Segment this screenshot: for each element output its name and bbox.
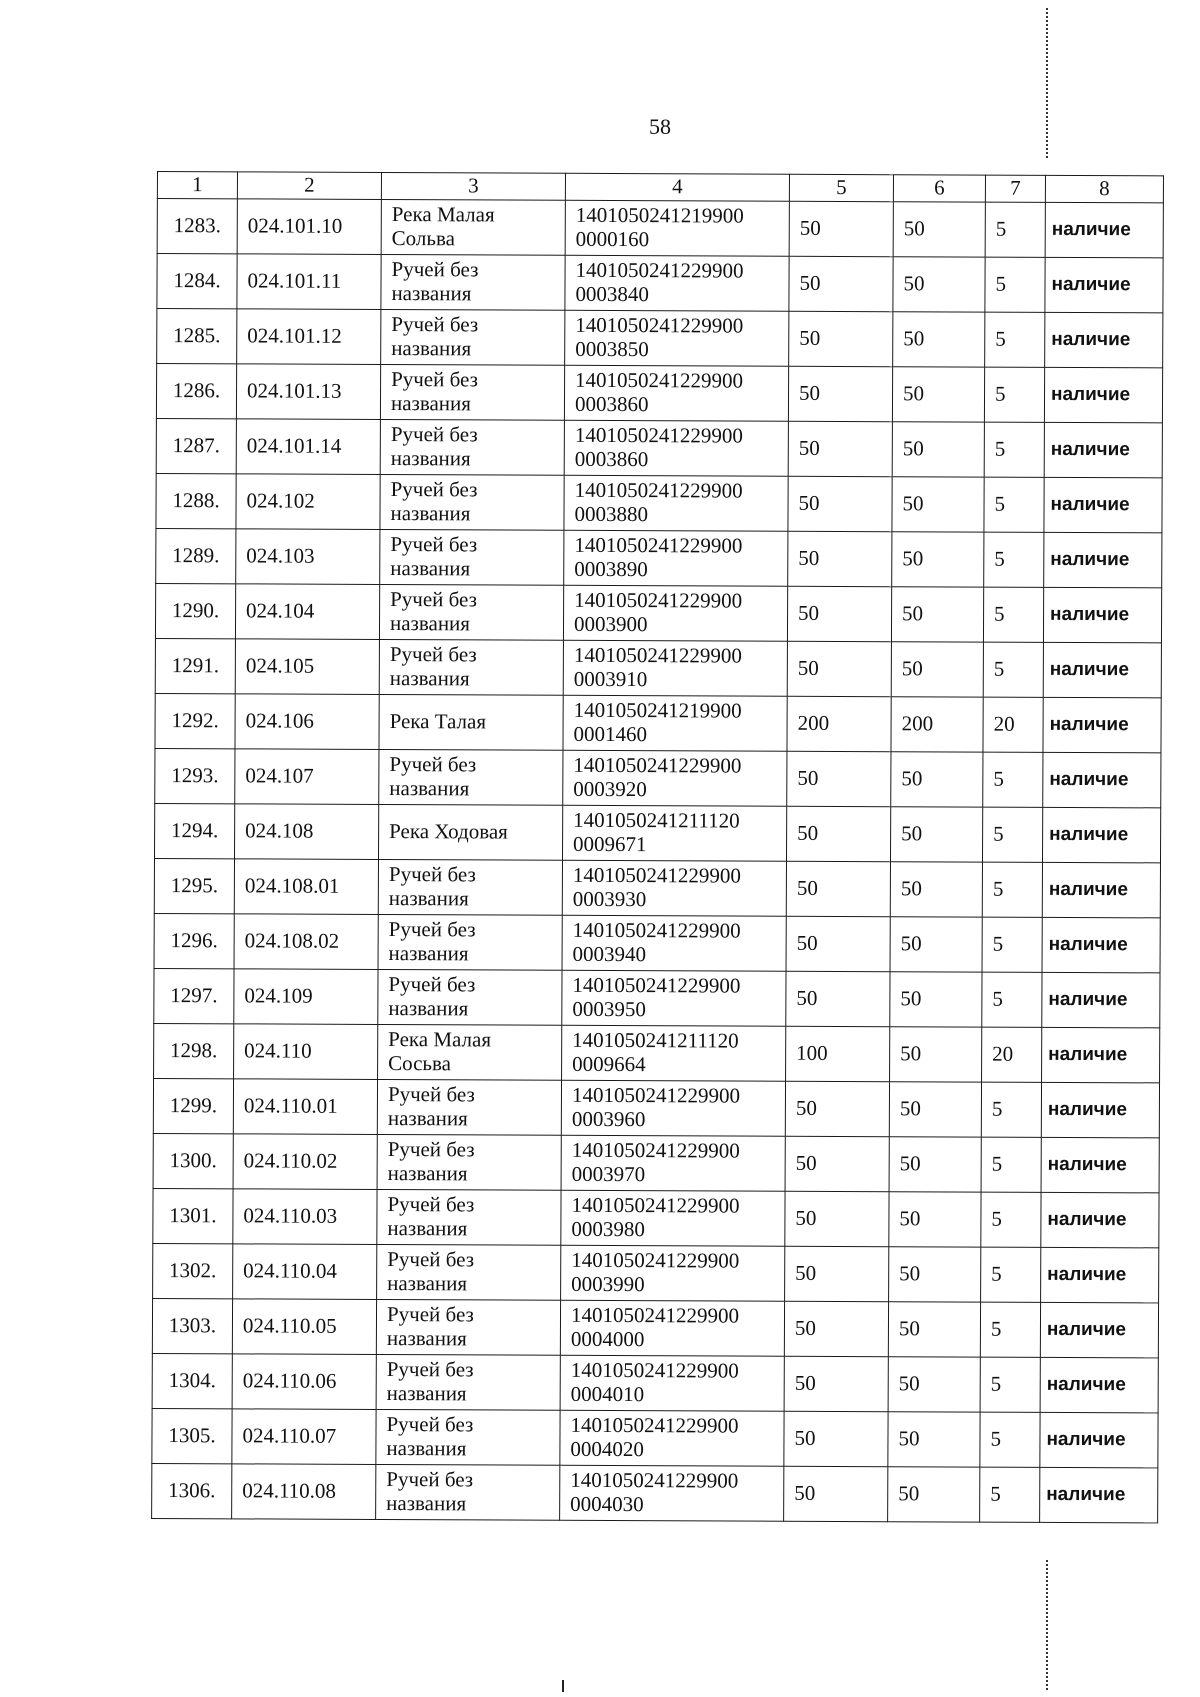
code-cell: 024.101.10	[237, 199, 381, 255]
column-7-cell: 5	[984, 367, 1044, 422]
column-7-cell: 5	[985, 257, 1045, 312]
column-6-cell: 50	[888, 1357, 980, 1412]
table-row	[153, 1188, 1159, 1247]
column-5-cell: 50	[788, 531, 892, 586]
name-cell: Ручей без названия	[379, 639, 563, 695]
row-number-cell: 1288.	[156, 473, 236, 528]
table-row	[156, 528, 1162, 587]
status-cell: наличие	[1040, 1357, 1158, 1413]
status-cell: наличие	[1042, 1027, 1160, 1083]
code-cell: 024.101.14	[236, 419, 380, 475]
column-5-cell: 50	[785, 1191, 889, 1246]
registry-id-cell: 1401050241229900 0003930	[562, 860, 786, 916]
column-6-cell: 50	[893, 202, 985, 257]
column-header: 6	[893, 175, 985, 202]
status-cell: наличие	[1044, 422, 1162, 478]
code-cell: 024.110.05	[232, 1299, 376, 1355]
column-6-cell: 50	[888, 1412, 980, 1467]
column-6-cell: 50	[892, 532, 984, 587]
column-7-cell: 5	[982, 862, 1042, 917]
name-cell: Ручей без названия	[376, 1299, 560, 1355]
name-cell: Ручей без названия	[380, 474, 564, 530]
registry-id-cell: 1401050241229900 0003860	[564, 365, 788, 421]
column-7-cell: 5	[980, 1357, 1040, 1412]
code-cell: 024.110.04	[233, 1244, 377, 1300]
name-cell: Ручей без названия	[376, 1354, 560, 1410]
table-body	[152, 199, 1164, 1523]
column-6-cell: 50	[891, 752, 983, 807]
column-7-cell: 5	[983, 752, 1043, 807]
scan-edge-mark	[1046, 8, 1051, 158]
column-5-cell: 50	[786, 916, 890, 971]
column-6-cell: 50	[889, 1247, 981, 1302]
code-cell: 024.103	[236, 529, 380, 585]
row-number-cell: 1302.	[153, 1243, 233, 1298]
column-5-cell: 50	[787, 586, 891, 641]
column-5-cell: 50	[784, 1411, 888, 1466]
column-7-cell: 5	[981, 1192, 1041, 1247]
table-row	[155, 748, 1161, 807]
registry-id-cell: 1401050241211120 0009664	[562, 1025, 786, 1081]
column-7-cell: 20	[982, 1027, 1042, 1082]
row-number-cell: 1295.	[154, 858, 234, 913]
column-5-cell: 50	[785, 1136, 889, 1191]
code-cell: 024.110.07	[232, 1409, 376, 1465]
column-5-cell: 200	[787, 696, 891, 751]
water-objects-table	[151, 171, 1164, 1523]
column-6-cell: 50	[889, 1082, 981, 1137]
column-5-cell: 50	[789, 201, 893, 256]
name-cell: Ручей без названия	[378, 969, 562, 1025]
status-cell: наличие	[1045, 202, 1163, 258]
code-cell: 024.110.03	[233, 1189, 377, 1245]
table-row	[156, 418, 1162, 477]
status-cell: наличие	[1040, 1412, 1158, 1468]
scan-edge-mark	[1046, 1560, 1051, 1690]
registry-id-cell: 1401050241229900 0003950	[562, 970, 786, 1026]
column-6-cell: 50	[888, 1302, 980, 1357]
table-row	[155, 693, 1161, 752]
column-6-cell: 50	[890, 862, 982, 917]
column-6-cell: 50	[893, 312, 985, 367]
table-row	[157, 254, 1163, 313]
status-cell: наличие	[1041, 1082, 1159, 1138]
column-7-cell: 5	[984, 422, 1044, 477]
name-cell: Ручей без названия	[376, 1464, 560, 1520]
status-cell: наличие	[1042, 807, 1160, 863]
column-header: 4	[565, 173, 789, 201]
column-5-cell: 50	[786, 806, 890, 861]
status-cell: наличие	[1043, 587, 1161, 643]
status-cell: наличие	[1045, 312, 1163, 368]
name-cell: Ручей без названия	[380, 419, 564, 475]
registry-id-cell: 1401050241229900 0003880	[564, 475, 788, 531]
row-number-cell: 1294.	[155, 803, 235, 858]
code-cell: 024.110.02	[233, 1134, 377, 1190]
status-cell: наличие	[1042, 972, 1160, 1028]
name-cell: Ручей без названия	[381, 254, 565, 310]
code-cell: 024.107	[235, 749, 379, 805]
column-6-cell: 50	[892, 477, 984, 532]
table-row	[154, 968, 1160, 1027]
registry-id-cell: 1401050241229900 0003850	[565, 310, 789, 366]
row-number-cell: 1293.	[155, 748, 235, 803]
column-7-cell: 5	[984, 532, 1044, 587]
row-number-cell: 1296.	[154, 913, 234, 968]
status-cell: наличие	[1043, 642, 1161, 698]
table-row	[157, 199, 1163, 258]
status-cell: наличие	[1044, 532, 1162, 588]
column-7-cell: 5	[983, 642, 1043, 697]
status-cell: наличие	[1043, 697, 1161, 753]
row-number-cell: 1300.	[153, 1133, 233, 1188]
status-cell: наличие	[1045, 257, 1163, 313]
table-row	[153, 1133, 1159, 1192]
column-6-cell: 50	[890, 807, 982, 862]
column-7-cell: 5	[980, 1302, 1040, 1357]
row-number-cell: 1297.	[154, 968, 234, 1023]
name-cell: Ручей без названия	[377, 1079, 561, 1135]
row-number-cell: 1306.	[152, 1463, 232, 1518]
name-cell: Ручей без названия	[381, 309, 565, 365]
table-row	[152, 1353, 1158, 1412]
column-5-cell: 50	[787, 751, 891, 806]
table-row	[154, 1023, 1160, 1082]
column-5-cell: 50	[789, 311, 893, 366]
name-cell: Ручей без названия	[379, 584, 563, 640]
table-row	[155, 638, 1161, 697]
column-6-cell: 200	[891, 697, 983, 752]
column-header: 8	[1045, 175, 1163, 203]
column-7-cell: 5	[980, 1467, 1040, 1522]
code-cell: 024.108.01	[234, 859, 378, 915]
row-number-cell: 1284.	[157, 254, 237, 309]
registry-id-cell: 1401050241229900 0004020	[560, 1410, 784, 1466]
column-5-cell: 100	[786, 1026, 890, 1081]
column-5-cell: 50	[789, 256, 893, 311]
table-row	[157, 309, 1163, 368]
name-cell: Ручей без названия	[378, 859, 562, 915]
column-6-cell: 50	[892, 367, 984, 422]
registry-id-cell: 1401050241229900 0003970	[561, 1135, 785, 1191]
column-6-cell: 50	[890, 972, 982, 1027]
row-number-cell: 1289.	[156, 528, 236, 583]
column-5-cell: 50	[788, 366, 892, 421]
registry-id-cell: 1401050241229900 0003840	[565, 255, 789, 311]
row-number-cell: 1292.	[155, 693, 235, 748]
column-6-cell: 50	[891, 642, 983, 697]
code-cell: 024.110.01	[233, 1079, 377, 1135]
registry-id-cell: 1401050241229900 0003940	[562, 915, 786, 971]
registry-id-cell: 1401050241229900 0003900	[563, 585, 787, 641]
row-number-cell: 1286.	[156, 364, 236, 419]
code-cell: 024.101.12	[237, 309, 381, 365]
column-5-cell: 50	[785, 1246, 889, 1301]
row-number-cell: 1298.	[154, 1023, 234, 1078]
registry-id-cell: 1401050241229900 0003960	[561, 1080, 785, 1136]
status-cell: наличие	[1041, 1137, 1159, 1193]
column-7-cell: 5	[983, 587, 1043, 642]
status-cell: наличие	[1040, 1302, 1158, 1358]
registry-id-cell: 1401050241211120 0009671	[562, 805, 786, 861]
name-cell: Ручей без названия	[377, 1244, 561, 1300]
column-header: 5	[789, 174, 893, 201]
table-row	[156, 473, 1162, 532]
row-number-cell: 1287.	[156, 418, 236, 473]
status-cell: наличие	[1042, 862, 1160, 918]
name-cell: Ручей без названия	[377, 1189, 561, 1245]
status-cell: наличие	[1040, 1467, 1158, 1523]
registry-id-cell: 1401050241229900 0004010	[560, 1355, 784, 1411]
column-6-cell: 50	[891, 587, 983, 642]
row-number-cell: 1301.	[153, 1188, 233, 1243]
row-number-cell: 1291.	[155, 638, 235, 693]
column-7-cell: 5	[985, 202, 1045, 257]
registry-id-cell: 1401050241229900 0003920	[563, 750, 787, 806]
column-7-cell: 5	[982, 807, 1042, 862]
table-row	[153, 1243, 1159, 1302]
page-number: 58	[649, 114, 671, 139]
name-cell: Ручей без названия	[376, 1409, 560, 1465]
registry-id-cell: 1401050241229900 0003980	[561, 1190, 785, 1246]
registry-id-cell: 1401050241229900 0003860	[564, 420, 788, 476]
code-cell: 024.110	[234, 1024, 378, 1080]
registry-id-cell: 1401050241219900 0000160	[565, 200, 789, 256]
column-6-cell: 50	[889, 1192, 981, 1247]
column-header: 7	[985, 175, 1045, 202]
column-7-cell: 5	[984, 477, 1044, 532]
code-cell: 024.104	[235, 584, 379, 640]
row-number-cell: 1304.	[152, 1353, 232, 1408]
column-7-cell: 5	[981, 1247, 1041, 1302]
table-row	[152, 1463, 1158, 1522]
code-cell: 024.101.11	[237, 254, 381, 310]
name-cell: Ручей без названия	[379, 749, 563, 805]
status-cell: наличие	[1042, 917, 1160, 973]
column-7-cell: 5	[985, 312, 1045, 367]
column-5-cell: 50	[784, 1356, 888, 1411]
table-row	[153, 1078, 1159, 1137]
table-row	[152, 1298, 1158, 1357]
column-header: 1	[157, 172, 237, 199]
code-cell: 024.108.02	[234, 914, 378, 970]
column-7-cell: 20	[983, 697, 1043, 752]
code-cell: 024.109	[234, 969, 378, 1025]
column-header: 2	[237, 172, 381, 200]
name-cell: Ручей без названия	[377, 1134, 561, 1190]
code-cell: 024.106	[235, 694, 379, 750]
column-6-cell: 50	[889, 1137, 981, 1192]
name-cell: Река Талая	[379, 694, 563, 750]
column-7-cell: 5	[982, 972, 1042, 1027]
column-5-cell: 50	[786, 971, 890, 1026]
code-cell: 024.101.13	[236, 364, 380, 420]
column-5-cell: 50	[784, 1466, 888, 1521]
column-6-cell: 50	[892, 422, 984, 477]
code-cell: 024.108	[234, 804, 378, 860]
row-number-cell: 1285.	[157, 309, 237, 364]
column-header: 3	[381, 172, 565, 200]
row-number-cell: 1290.	[155, 583, 235, 638]
code-cell: 024.105	[235, 639, 379, 695]
registry-id-cell: 1401050241229900 0003910	[563, 640, 787, 696]
table-container	[151, 171, 1164, 1523]
column-5-cell: 50	[785, 1081, 889, 1136]
status-cell: наличие	[1044, 477, 1162, 533]
name-cell: Река Ходовая	[378, 804, 562, 860]
column-7-cell: 5	[981, 1137, 1041, 1192]
table-row	[154, 913, 1160, 972]
column-7-cell: 5	[980, 1412, 1040, 1467]
status-cell: наличие	[1044, 367, 1162, 423]
registry-id-cell: 1401050241229900 0004000	[560, 1300, 784, 1356]
column-5-cell: 50	[784, 1301, 888, 1356]
column-5-cell: 50	[787, 641, 891, 696]
column-6-cell: 50	[893, 257, 985, 312]
registry-id-cell: 1401050241229900 0003990	[561, 1245, 785, 1301]
name-cell: Ручей без названия	[380, 529, 564, 585]
table-row	[152, 1408, 1158, 1467]
column-5-cell: 50	[788, 421, 892, 476]
column-5-cell: 50	[788, 476, 892, 531]
row-number-cell: 1303.	[152, 1298, 232, 1353]
name-cell: Ручей без названия	[378, 914, 562, 970]
name-cell: Река Малая Сольва	[381, 199, 565, 255]
row-number-cell: 1283.	[157, 199, 237, 254]
table-row	[155, 803, 1161, 862]
scan-tick-mark	[562, 1680, 564, 1692]
column-5-cell: 50	[786, 861, 890, 916]
table-row	[156, 364, 1162, 423]
status-cell: наличие	[1041, 1247, 1159, 1303]
column-6-cell: 50	[890, 917, 982, 972]
status-cell: наличие	[1041, 1192, 1159, 1248]
registry-id-cell: 1401050241229900 0003890	[564, 530, 788, 586]
column-7-cell: 5	[981, 1082, 1041, 1137]
registry-id-cell: 1401050241219900 0001460	[563, 695, 787, 751]
table-row	[155, 583, 1161, 642]
table-row	[154, 858, 1160, 917]
name-cell: Ручей без названия	[380, 364, 564, 420]
column-6-cell: 50	[888, 1467, 980, 1522]
row-number-cell: 1299.	[153, 1078, 233, 1133]
code-cell: 024.110.06	[232, 1354, 376, 1410]
code-cell: 024.102	[236, 474, 380, 530]
status-cell: наличие	[1043, 752, 1161, 808]
code-cell: 024.110.08	[232, 1464, 376, 1520]
column-7-cell: 5	[982, 917, 1042, 972]
column-6-cell: 50	[890, 1027, 982, 1082]
registry-id-cell: 1401050241229900 0004030	[560, 1465, 784, 1521]
row-number-cell: 1305.	[152, 1408, 232, 1463]
name-cell: Река Малая Сосьва	[378, 1024, 562, 1080]
